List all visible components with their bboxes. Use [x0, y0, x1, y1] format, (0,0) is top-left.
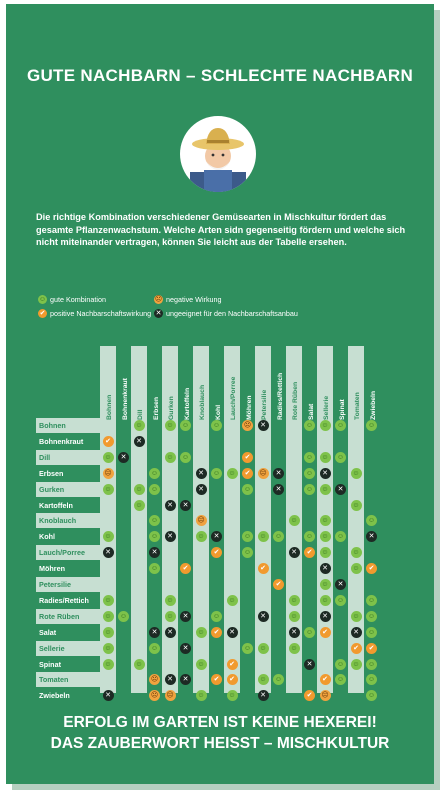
smiley-icon: ☺: [150, 533, 159, 541]
legend-good: ☺ gute Kombination: [38, 295, 106, 304]
smiley-icon: ☺: [367, 676, 376, 684]
smiley-icon: ☺: [150, 565, 159, 573]
column-header-gurken: Gurken: [168, 396, 175, 420]
column-header-bohnenkraut: Bohnenkraut: [121, 378, 129, 420]
cross-icon: ✕: [258, 611, 269, 622]
check-icon: ✔: [39, 310, 46, 317]
cross-icon: ✕: [165, 674, 176, 685]
intro-text: Die richtige Kombination verschiedener Gemüsearten in Mischkultur fördert das gesamte Pflanzenwachstum. Welche Arten sidn gegenseitig fördern und welche sich nicht miteinander vertragen, können Sie leicht aus der Tabelle ersehen.: [36, 212, 406, 247]
smiley-icon: ☺: [259, 533, 267, 541]
cross-icon: ✕: [134, 436, 145, 447]
column-header-erbsen: Erbsen: [152, 396, 160, 420]
legend-positive: ✔ positive Nachbarschaftswirkung: [39, 309, 152, 318]
smiley-icon: ☺: [104, 453, 112, 461]
cross-icon: ✕: [196, 468, 207, 479]
smiley-icon: ☺: [336, 533, 345, 541]
cross-icon: ✕: [304, 659, 315, 670]
smiley-icon: ☺: [38, 296, 47, 303]
column-header-zwiebeln: Zwiebeln: [369, 390, 377, 420]
row-header-lauch-porree: Lauch/Porree: [36, 545, 106, 560]
cross-icon: ✕: [273, 468, 284, 479]
smiley-icon: ☺: [150, 517, 159, 525]
smiley-icon: ☺: [135, 422, 143, 429]
cross-icon: ✕: [155, 310, 162, 317]
column-header-spinat: Spinat: [338, 399, 346, 420]
row-header-dill: Dill: [36, 450, 106, 465]
row-header-möhren: Möhren: [39, 564, 65, 574]
smiley-icon: ☺: [104, 485, 112, 493]
smiley-icon: ☺: [305, 453, 314, 461]
frown-icon: ☹: [150, 692, 159, 700]
check-icon: ✔: [242, 452, 253, 463]
smiley-icon: ☺: [321, 549, 329, 557]
smiley-icon: ☺: [352, 612, 360, 620]
row-header-erbsen: Erbsen: [39, 468, 64, 478]
smiley-icon: ☺: [305, 422, 314, 429]
cross-icon: ✕: [103, 547, 114, 558]
smiley-icon: ☺: [181, 422, 190, 429]
smiley-icon: ☺: [228, 596, 236, 604]
smiley-icon: ☺: [259, 644, 267, 652]
check-icon: ✔: [366, 643, 377, 654]
smiley-icon: ☺: [243, 485, 252, 493]
smiley-icon: ☺: [290, 596, 298, 604]
smiley-icon: ☺: [243, 644, 252, 652]
frown-icon: ☹: [197, 517, 205, 525]
footer-line-1: ERFOLG IM GARTEN IST KEINE HEXEREI!: [63, 714, 377, 731]
column-header-lauch-porree: Lauch/Porree: [230, 376, 237, 420]
smiley-icon: ☺: [367, 422, 376, 429]
smiley-icon: ☺: [352, 660, 360, 668]
smiley-icon: ☺: [166, 422, 174, 429]
row-header-gurken: Gurken: [36, 482, 106, 497]
smiley-icon: ☺: [166, 453, 174, 461]
check-icon: ✔: [211, 674, 222, 685]
row-header-salat: Salat: [39, 627, 57, 637]
smiley-icon: ☺: [104, 660, 112, 668]
row-header-bohnen: Bohnen: [36, 418, 106, 433]
check-icon: ✔: [304, 690, 315, 701]
smiley-icon: ☺: [135, 501, 143, 509]
row-header-tomaten: Tomaten: [36, 672, 106, 687]
frown-icon: ☹: [166, 692, 174, 700]
smiley-icon: ☺: [119, 612, 128, 620]
cross-icon: ✕: [103, 690, 114, 701]
smiley-icon: ☺: [104, 596, 112, 604]
footer-slogan: [6, 712, 434, 754]
smiley-icon: ☺: [352, 469, 360, 477]
column-header-radies-rettich: Radies/Rettich: [276, 372, 284, 420]
cross-icon: ✕: [180, 643, 191, 654]
row-header-zwiebeln: Zwiebeln: [39, 691, 70, 701]
smiley-icon: ☺: [321, 517, 329, 525]
smiley-icon: ☺: [290, 517, 298, 525]
smiley-icon: ☺: [352, 565, 360, 573]
smiley-icon: ☺: [104, 612, 112, 620]
smiley-icon: ☺: [243, 549, 252, 557]
column-header-petersilie: Petersilie: [261, 389, 268, 420]
smiley-icon: ☺: [305, 469, 314, 477]
smiley-icon: ☺: [212, 422, 221, 429]
smiley-icon: ☺: [321, 533, 329, 541]
smiley-icon: ☺: [135, 485, 143, 493]
smiley-icon: ☺: [367, 660, 376, 668]
column-header-möhren: Möhren: [245, 395, 253, 420]
smiley-icon: ☺: [243, 533, 252, 541]
column-header-kohl: Kohl: [214, 404, 222, 420]
poster: [6, 4, 434, 784]
smiley-icon: ☺: [259, 676, 267, 684]
smiley-icon: ☺: [336, 422, 345, 429]
cross-icon: ✕: [180, 500, 191, 511]
check-icon: ✔: [366, 563, 377, 574]
cross-icon: ✕: [165, 500, 176, 511]
cross-icon: ✕: [258, 420, 269, 431]
smiley-icon: ☺: [305, 485, 314, 493]
cross-icon: ✕: [149, 547, 160, 558]
check-icon: ✔: [242, 468, 253, 479]
smiley-icon: ☺: [321, 485, 329, 493]
cross-icon: ✕: [366, 531, 377, 542]
gardener-avatar-icon: [180, 116, 256, 192]
poster-title: GUTE NACHBARN – SCHLECHTE NACHBARN: [26, 66, 414, 85]
column-header-tomaten: Tomaten: [354, 392, 361, 420]
smiley-icon: ☺: [197, 628, 205, 636]
smiley-icon: ☺: [336, 660, 345, 668]
column-header-sellerie: Sellerie: [323, 395, 330, 420]
column-header-kartoffeln: Kartoffeln: [183, 387, 191, 420]
smiley-icon: ☺: [305, 533, 314, 541]
row-header-rote-rüben: Rote Rüben: [36, 609, 106, 624]
row-header-knoblauch: Knoblauch: [36, 513, 106, 528]
smiley-icon: ☺: [212, 612, 221, 620]
cross-icon: ✕: [335, 579, 346, 590]
smiley-icon: ☺: [197, 660, 205, 668]
column-header-salat: Salat: [307, 403, 315, 420]
row-header-kohl: Kohl: [39, 532, 55, 542]
column-header-bohnen: Bohnen: [106, 394, 113, 420]
cross-icon: ✕: [180, 611, 191, 622]
smiley-icon: ☺: [321, 596, 329, 604]
smiley-icon: ☺: [321, 422, 329, 429]
check-icon: ✔: [351, 643, 362, 654]
cross-icon: ✕: [273, 484, 284, 495]
smiley-icon: ☺: [352, 549, 360, 557]
smiley-icon: ☺: [274, 676, 283, 684]
smiley-icon: ☺: [336, 676, 345, 684]
smiley-icon: ☺: [321, 581, 329, 588]
frown-icon: ☹: [259, 469, 267, 477]
smiley-icon: ☺: [336, 453, 345, 461]
row-header-spinat: Spinat: [39, 659, 61, 669]
row-header-kartoffeln: Kartoffeln: [39, 500, 73, 510]
row-header-petersilie: Petersilie: [36, 577, 106, 592]
smiley-icon: ☺: [166, 612, 174, 620]
cross-icon: ✕: [165, 627, 176, 638]
smiley-icon: ☺: [367, 628, 376, 636]
frown-icon: ☹: [321, 692, 329, 700]
cross-icon: ✕: [320, 563, 331, 574]
row-header-sellerie: Sellerie: [36, 641, 106, 656]
check-icon: ✔: [258, 563, 269, 574]
cross-icon: ✕: [196, 484, 207, 495]
cross-icon: ✕: [180, 674, 191, 685]
cross-icon: ✕: [351, 627, 362, 638]
column-header-knoblauch: Knoblauch: [199, 384, 206, 420]
smiley-icon: ☺: [305, 628, 314, 636]
smiley-icon: ☺: [150, 469, 159, 477]
check-icon: ✔: [273, 579, 284, 590]
legend-negative: ☹ negative Wirkung: [154, 295, 222, 304]
smiley-icon: ☺: [150, 485, 159, 493]
cross-icon: ✕: [320, 611, 331, 622]
smiley-icon: ☺: [367, 517, 376, 525]
legend-bad: ✕ ungeeignet für den Nachbarschaftsanbau: [155, 309, 298, 318]
smiley-icon: ☺: [197, 533, 205, 541]
smiley-icon: ☺: [367, 692, 376, 700]
frown-icon: ☹: [154, 296, 163, 303]
smiley-icon: ☺: [274, 533, 283, 541]
column-header-dill: Dill: [137, 409, 144, 420]
row-header-bohnenkraut: Bohnenkraut: [39, 436, 84, 446]
smiley-icon: ☺: [197, 692, 205, 700]
smiley-icon: ☺: [212, 469, 221, 477]
check-icon: ✔: [320, 627, 331, 638]
cross-icon: ✕: [211, 531, 222, 542]
frown-icon: ☹: [150, 676, 159, 684]
cross-icon: ✕: [118, 452, 129, 463]
smiley-icon: ☺: [290, 612, 298, 620]
smiley-icon: ☺: [135, 660, 143, 668]
cross-icon: ✕: [289, 547, 300, 558]
footer-line-2: DAS ZAUBERWORT HEISST – MISCHKULTUR: [50, 735, 390, 752]
frown-icon: ☹: [243, 422, 252, 429]
smiley-icon: ☺: [367, 612, 376, 620]
column-header-rote-rüben: Rote Rüben: [292, 381, 299, 420]
smiley-icon: ☺: [166, 596, 174, 604]
smiley-icon: ☺: [352, 501, 360, 509]
smiley-icon: ☺: [321, 453, 329, 461]
check-icon: ✔: [320, 674, 331, 685]
check-icon: ✔: [227, 659, 238, 670]
cross-icon: ✕: [258, 690, 269, 701]
cross-icon: ✕: [165, 531, 176, 542]
smiley-icon: ☺: [290, 644, 298, 652]
smiley-icon: ☺: [228, 692, 236, 700]
row-header-radies-rettich: Radies/Rettich: [39, 595, 89, 605]
check-icon: ✔: [103, 436, 114, 447]
check-icon: ✔: [211, 627, 222, 638]
smiley-icon: ☺: [181, 453, 190, 461]
smiley-icon: ☺: [150, 644, 159, 652]
check-icon: ✔: [180, 563, 191, 574]
smiley-icon: ☺: [104, 628, 112, 636]
smiley-icon: ☺: [367, 596, 376, 604]
cross-icon: ✕: [149, 627, 160, 638]
check-icon: ✔: [304, 547, 315, 558]
check-icon: ✔: [227, 674, 238, 685]
cross-icon: ✕: [320, 468, 331, 479]
smiley-icon: ☺: [336, 596, 345, 604]
cross-icon: ✕: [227, 627, 238, 638]
cross-icon: ✕: [289, 627, 300, 638]
smiley-icon: ☺: [228, 469, 236, 477]
smiley-icon: ☺: [104, 644, 112, 652]
check-icon: ✔: [211, 547, 222, 558]
smiley-icon: ☺: [104, 533, 112, 541]
frown-icon: ☹: [104, 469, 112, 477]
cross-icon: ✕: [335, 484, 346, 495]
